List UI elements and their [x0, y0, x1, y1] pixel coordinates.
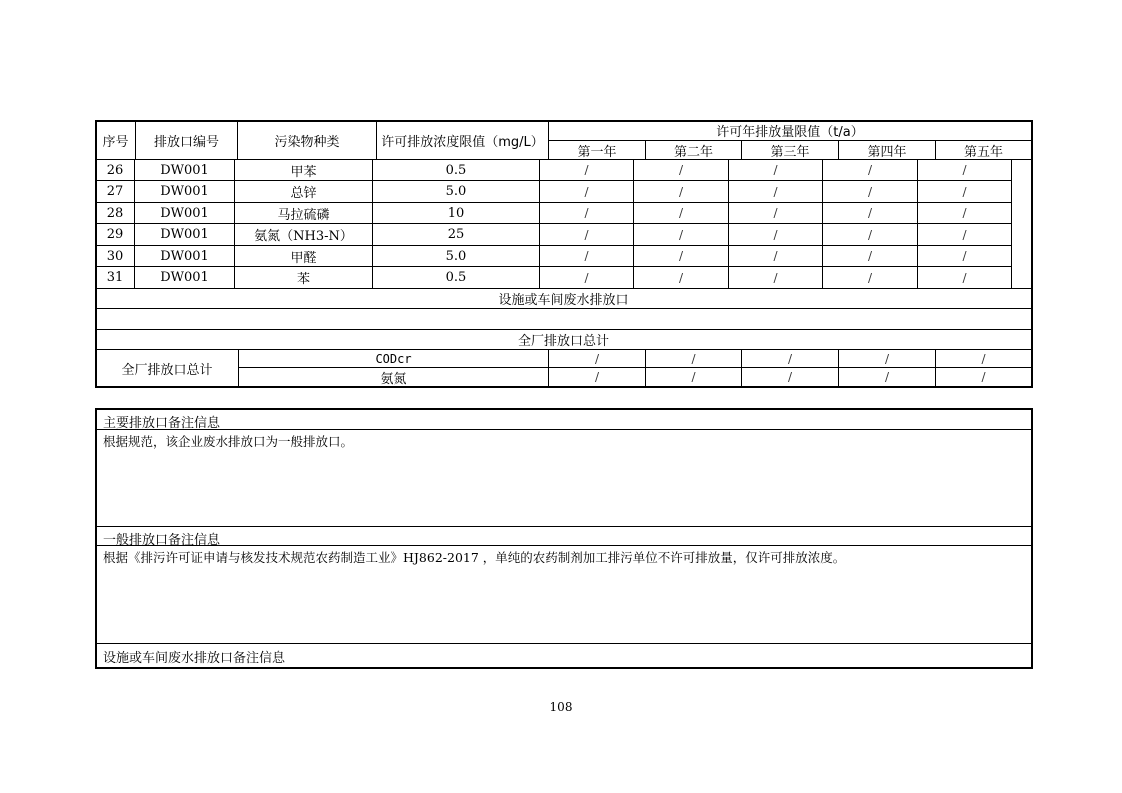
cell-pollutant: 苯 [296, 272, 310, 287]
cell-year-3: / [773, 249, 778, 263]
total-label: 全厂排放口总计 [121, 362, 213, 378]
cell-year-4: / [867, 163, 873, 177]
total-pollutant: 氨氮 [380, 371, 407, 387]
header-annual-limit: 许可年排放量限值（t/a） [716, 125, 864, 140]
header-year-4: 第四年 [867, 144, 907, 160]
header-seq: 序号 [102, 134, 129, 150]
cell-concentration: 0.5 [445, 162, 467, 178]
cell-seq: 29 [106, 227, 124, 242]
cell-seq: 31 [106, 270, 124, 285]
cell-year-3: / [773, 184, 778, 199]
cell-pollutant: 甲苯 [290, 164, 317, 180]
total-year-2: / [691, 370, 696, 384]
cell-year-1: / [584, 227, 589, 242]
cell-pollutant: 马拉硫磷 [277, 207, 330, 223]
remarks-border-right [1031, 408, 1033, 669]
header-year-2: 第二年 [673, 144, 713, 160]
cell-outlet-id: DW001 [160, 184, 209, 199]
cell-year-5: / [962, 163, 967, 177]
remarks-line [95, 545, 1032, 546]
table-border-bottom [95, 386, 1033, 388]
total-year-4: / [884, 370, 890, 384]
header-pollutant: 污染物种类 [274, 134, 340, 150]
section-plant-total: 全厂排放口总计 [517, 334, 609, 349]
cell-outlet-id: DW001 [160, 227, 209, 242]
remarks-border-left [95, 408, 97, 669]
cell-pollutant: 总锌 [290, 186, 317, 201]
remarks-line [95, 526, 1032, 527]
row-line [95, 308, 1032, 309]
main-outlet-remarks-label: 主要排放口备注信息 [103, 416, 221, 431]
total-year-4: / [884, 351, 890, 366]
header-year-3: 第三年 [770, 144, 810, 160]
header-year-5: 第五年 [963, 144, 1003, 160]
general-outlet-remarks-text: 根据《排污许可证申请与核发技术规范农药制造工业》HJ862-2017 ，单纯的农药制剂加工排污单位不许可排放量，仅许可排放浓度。 [103, 550, 846, 565]
cell-year-2: / [678, 227, 684, 242]
total-year-1: / [594, 351, 600, 366]
cell-year-2: / [678, 270, 684, 285]
cell-year-1: / [584, 249, 589, 263]
cell-seq: 28 [106, 205, 124, 221]
data-vline [1011, 159, 1012, 288]
cell-year-3: / [773, 227, 778, 242]
total-year-3: / [787, 370, 793, 384]
header-outlet-id: 排放口编号 [153, 134, 219, 150]
cell-year-5: / [962, 270, 967, 285]
cell-year-1: / [584, 184, 589, 199]
total-year-1: / [594, 370, 600, 384]
cell-year-4: / [867, 270, 873, 285]
cell-pollutant: 甲醛 [290, 250, 317, 266]
cell-seq: 27 [106, 184, 124, 199]
header-concentration-limit: 许可排放浓度限值（mg/L） [381, 134, 544, 150]
cell-seq: 30 [106, 248, 124, 264]
cell-outlet-id: DW001 [160, 248, 209, 264]
cell-pollutant: 氨氮（NH3-N） [254, 229, 353, 244]
total-year-2: / [691, 351, 696, 366]
cell-year-5: / [962, 184, 967, 199]
cell-year-3: / [773, 270, 778, 285]
facility-outlet-remarks-label: 设施或车间废水排放口备注信息 [103, 651, 286, 666]
cell-year-4: / [867, 249, 873, 263]
remarks-line [95, 429, 1032, 430]
remarks-line [95, 643, 1032, 644]
table-border-right [1031, 120, 1033, 387]
cell-year-5: / [962, 249, 967, 263]
cell-concentration: 10 [447, 205, 465, 221]
cell-year-5: / [962, 206, 967, 220]
total-pollutant: CODcr [375, 351, 412, 366]
cell-outlet-id: DW001 [160, 162, 209, 178]
remarks-border-bottom [95, 667, 1033, 669]
cell-concentration: 0.5 [445, 270, 467, 285]
total-year-5: / [981, 370, 986, 384]
remarks-border-top [95, 408, 1033, 410]
cell-concentration: 5.0 [445, 184, 467, 199]
cell-year-2: / [678, 249, 684, 263]
cell-year-1: / [584, 163, 589, 177]
header-year-1: 第一年 [577, 144, 617, 160]
general-outlet-remarks-label: 一般排放口备注信息 [103, 533, 221, 548]
total-year-5: / [981, 351, 986, 366]
page-number: 108 [549, 700, 573, 714]
cell-year-3: / [773, 206, 778, 220]
section-facility-outlet: 设施或车间废水排放口 [498, 293, 629, 308]
cell-year-5: / [962, 227, 967, 242]
cell-year-2: / [678, 184, 684, 199]
cell-year-3: / [773, 163, 778, 177]
cell-year-2: / [678, 206, 684, 220]
cell-concentration: 25 [447, 227, 465, 242]
cell-year-4: / [867, 206, 873, 220]
cell-seq: 26 [106, 162, 124, 178]
cell-year-2: / [678, 163, 684, 177]
cell-year-1: / [584, 270, 589, 285]
main-outlet-remarks-text: 根据规范，该企业废水排放口为一般排放口。 [103, 434, 354, 449]
cell-outlet-id: DW001 [160, 205, 209, 221]
cell-concentration: 5.0 [445, 248, 467, 264]
cell-year-1: / [584, 206, 589, 220]
cell-year-4: / [867, 184, 873, 199]
cell-outlet-id: DW001 [160, 270, 209, 285]
total-year-3: / [787, 351, 793, 366]
cell-year-4: / [867, 227, 873, 242]
